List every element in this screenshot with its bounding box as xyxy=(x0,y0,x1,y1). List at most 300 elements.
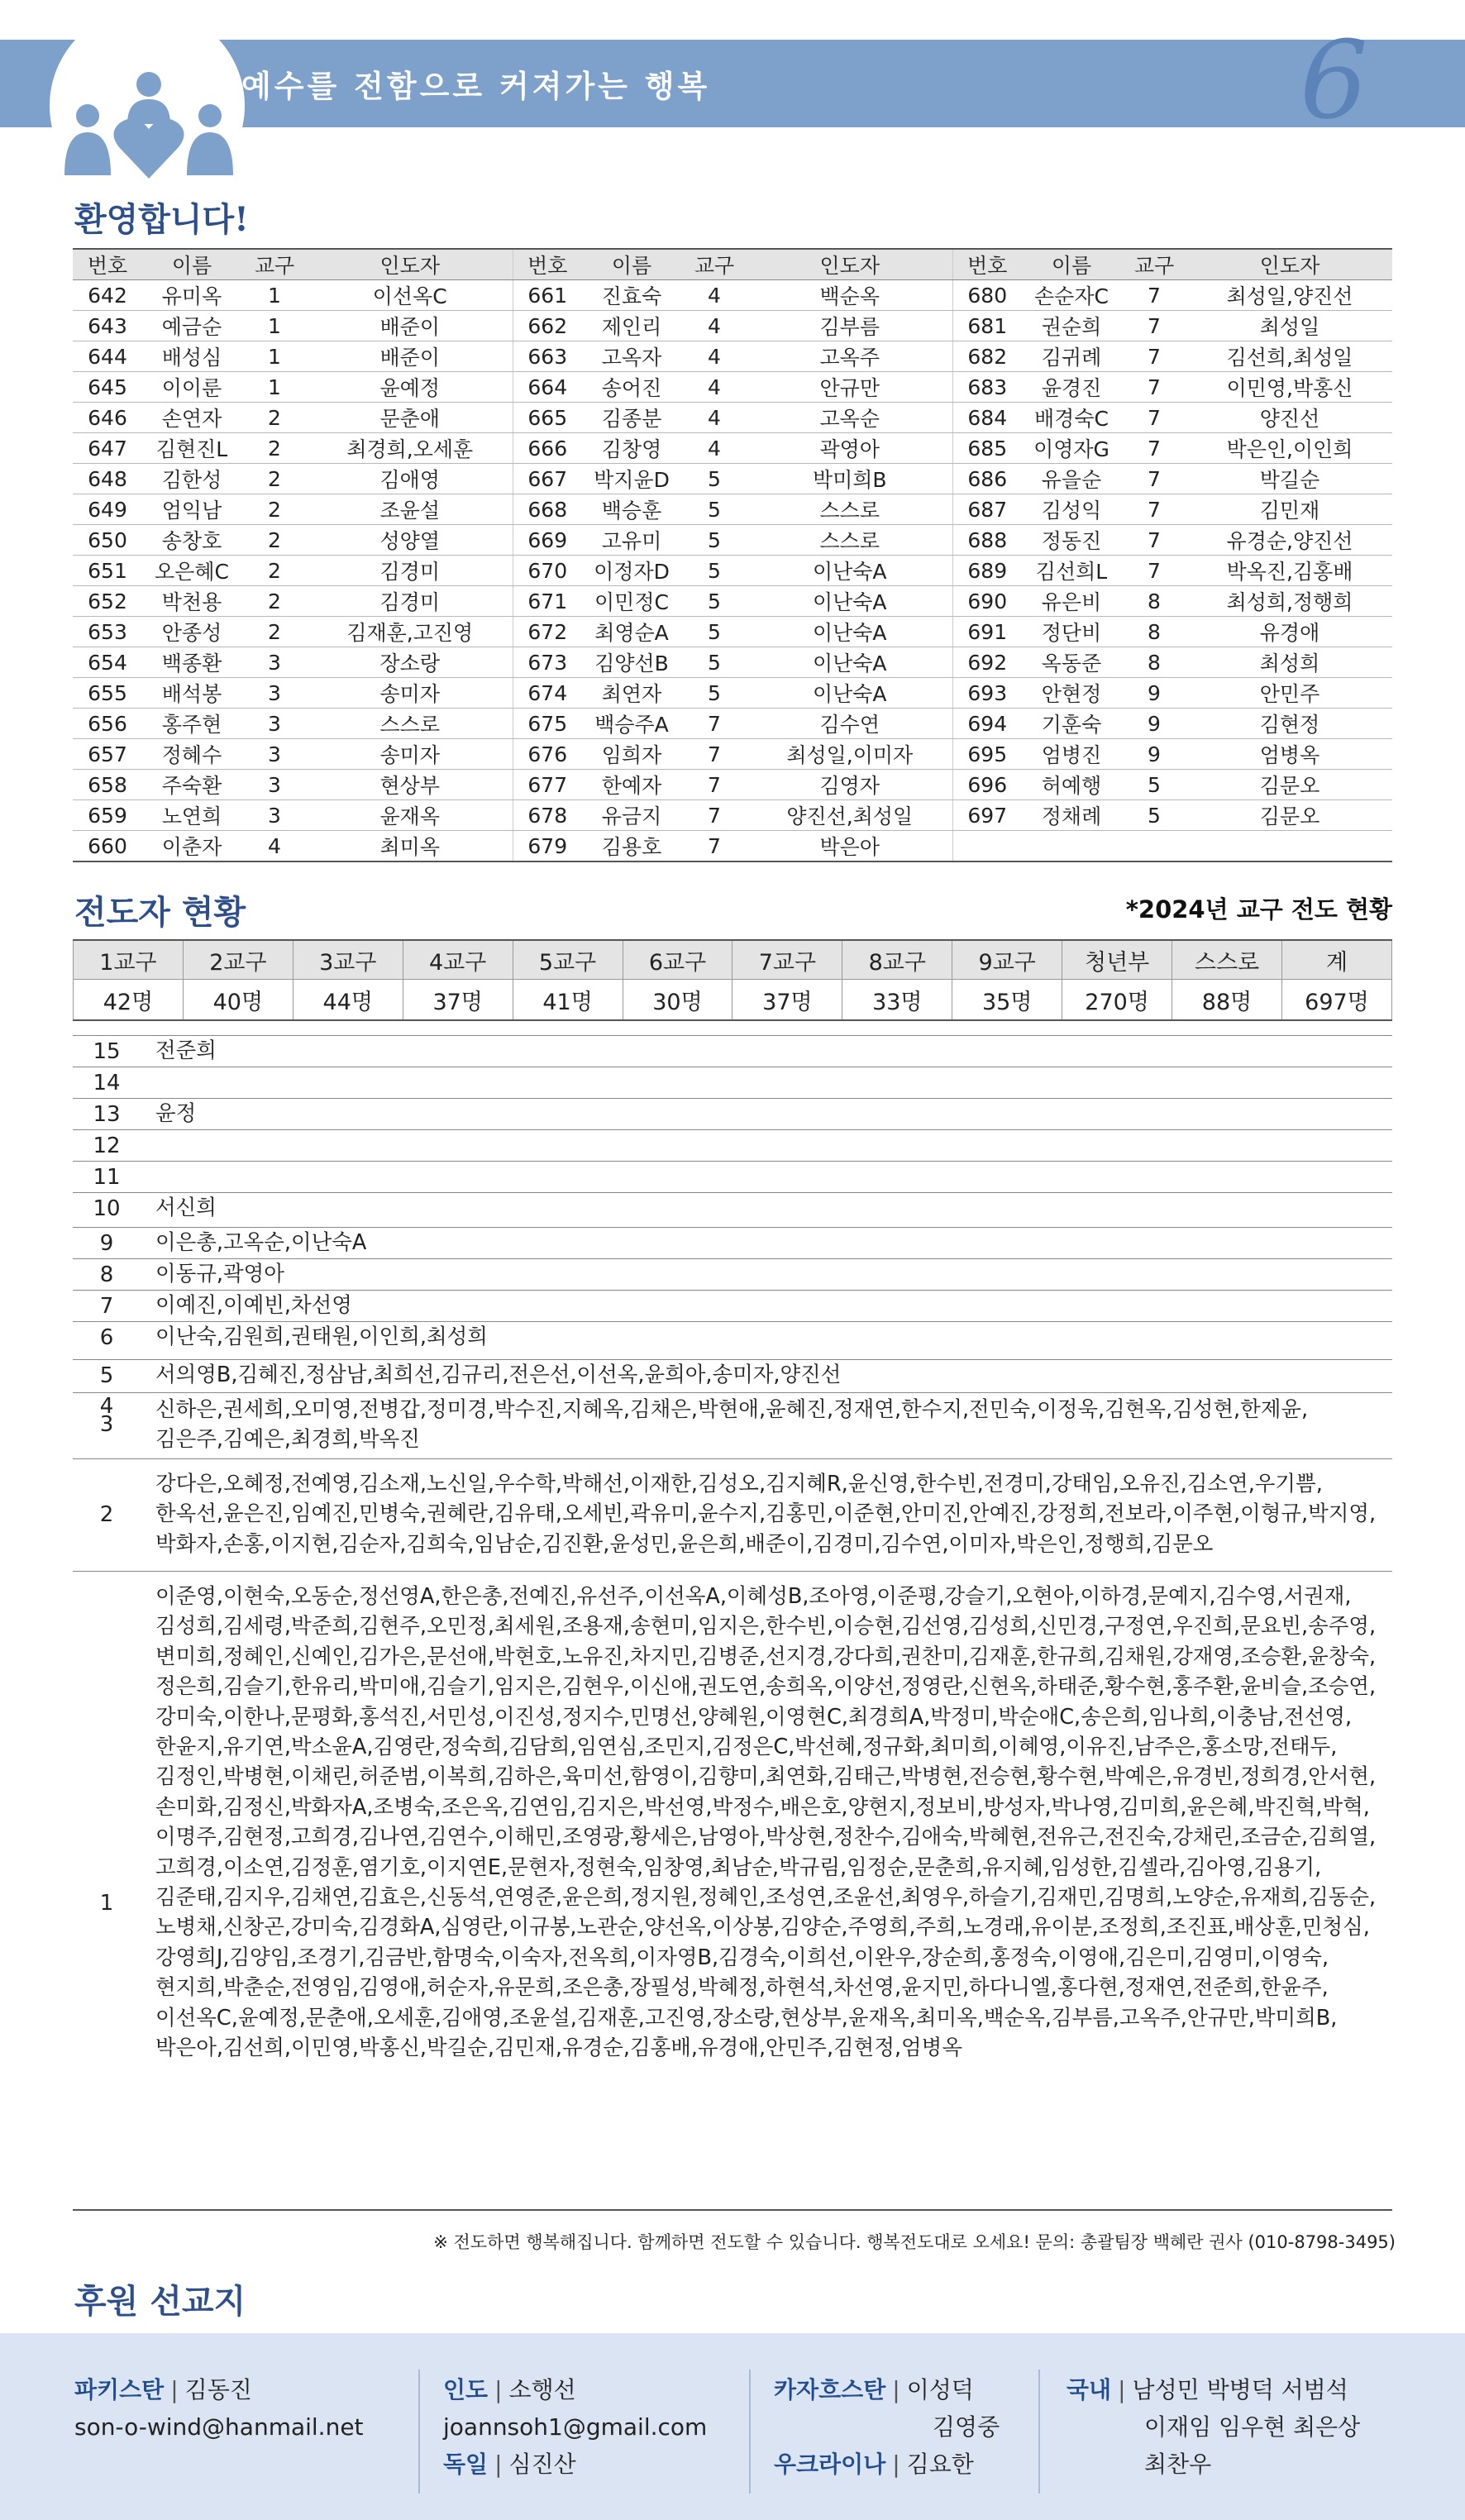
ranking-names: 강다은,오혜정,전예영,김소재,노신일,우수학,박해선,이재한,김성오,김지혜R,윤신영,한수빈,전경미,강태임,오유진,김소연,우기쁨,한옥선,윤은진,임예진,민병숙,권혜란,김유태,오세빈,곽유미,윤수지,김홍민,이준현,안미진,안예진,강정희,전보라,이주현,이형규,박지영,박화자,손홍,이지현,김순자,김희숙,임남순,김진환,윤성민,윤은희,배준이,김경미,김수연,이미자,박은인,정행희,김문오 xyxy=(155,1472,1377,1557)
country-label: 우크라이나 xyxy=(774,2451,886,2478)
welcome-cell: 671 xyxy=(513,586,582,617)
welcome-cell: 666 xyxy=(513,433,582,464)
welcome-cell: 조윤설 xyxy=(308,494,513,525)
welcome-cell: 최미옥 xyxy=(308,831,513,862)
ranking-names: 윤정 xyxy=(155,1101,197,1126)
welcome-cell: 김현진L xyxy=(142,433,241,464)
welcome-cell: 이난숙A xyxy=(747,617,952,647)
welcome-row xyxy=(73,647,1392,678)
welcome-cell: 5 xyxy=(681,647,747,678)
welcome-cell: 642 xyxy=(73,280,142,311)
welcome-cell: 이난숙A xyxy=(747,647,952,678)
ranking-names: 이준영,이현숙,오동순,정선영A,한은총,전예진,유선주,이선옥A,이혜성B,조아영,이준평,강슬기,오현아,이하경,문예지,김수영,서권재,김성희,김세령,박준희,김현주,오민정,최세원,조용재,송현미,임지은,한수빈,이승현,김선영,김성희,신민경,구정연,우진희,문요빈,송주영,변미희,정혜인,신예인,김가은,문선애,박현호,노유진,차지민,김병준,선지경,강다희,권찬미,김재훈,한규희,김채원,강재영,조승환,윤창숙,정은희,김슬기,한유리,박미애,김슬기,임지은,김현우,이신애,권도연,송희옥,이양선,정영란,신현옥,하태준,황수현,홍주환,윤비슬,조승연,강미숙,이한나,문평화,홍석진,서민성,이진성,정지수,민명선,양혜원,이영현C,최경희A,박정미,박순애C,송은희,임나희,이충남,전선영,한윤지,유기연,박소윤A,김영란,정숙희,김담희,임연심,조민지,김정은C,박선혜,정규화,최미희,이혜영,이유진,남주은,홍소망,전태두,김정인,박병현,이채린,허준범,이복희,김하은,육미선,함영이,김향미,최연화,김태근,박병현,전승현,황수현,박예은,유경빈,정희경,안서현,손미화,김정신,박화자A,조병숙,조은옥,김연임,김지은,박선영,박정수,배은호,양현지,정보비,방성자,박나영,김미희,윤은혜,박진혁,박혁,이명주,김현정,고희경,김나연,김연수,이해민,조영광,황세은,남영아,박상현,정찬수,김애숙,박혜현,전유근,전진숙,강채린,조금순,김희열,고희경,이소연,김정훈,염기호,이지연E,문현자,정현숙,임창영,최남순,박규림,임정순,문춘희,유지혜,임성한,김셀라,김아영,김용기,김준태,김지우,김채연,김효은,신동석,연영준,윤은희,정지원,정혜인,조성연,조윤선,최영우,하슬기,김재민,김명희,노양순,유재희,김동순,노병채,신창곤,강미숙,김경화A,심영란,이규봉,노관순,양선옥,이상봉,김양순,주영희,주희,노경래,유이분,조정희,조진표,배상훈,민청심,강영희J,김양임,조경기,김금반,함명숙,이숙자,전옥희,이자영B,김경숙,이희선,이완우,장순희,홍정숙,이영애,김은미,김영미,이영숙,현지희,박춘순,전영임,김영애,허순자,유문희,조은총,장필성,박혜정,하현석,차선영,윤지민,하다니엘,홍다현,정재연,전준희,한윤주,이선옥C,윤예정,문춘애,오세훈,김애영,조윤설,김재훈,고진영,장소랑,현상부,윤재옥,최미옥,백순옥,김부름,고옥주,안규만,박미희B,박은아,김선희,이민영,박홍신,박길순,김민재,유경순,김홍배,유경애,안민주,김현정,엄병옥 xyxy=(155,1584,1377,2061)
summary-title: 전도자 현황 xyxy=(74,893,246,932)
welcome-header-row xyxy=(73,249,1392,280)
summary-header-cell: 1교구 xyxy=(74,940,184,980)
ranking-names: 김은주,김예은,최경희,박옥진 xyxy=(155,1427,420,1452)
welcome-cell: 9 xyxy=(1121,709,1187,739)
summary-value-cell: 35명 xyxy=(952,980,1062,1021)
welcome-cell: 백순옥 xyxy=(747,280,952,311)
welcome-cell: 658 xyxy=(73,770,142,800)
welcome-cell: 4 xyxy=(241,831,308,862)
welcome-cell xyxy=(1121,831,1187,862)
welcome-cell: 박천용 xyxy=(142,586,241,617)
welcome-cell: 2 xyxy=(241,494,308,525)
welcome-cell: 주숙환 xyxy=(142,770,241,800)
welcome-cell: 7 xyxy=(1121,372,1187,403)
welcome-cell: 9 xyxy=(1121,678,1187,709)
divider xyxy=(1038,2370,1040,2494)
welcome-cell: 668 xyxy=(513,494,582,525)
summary-header-cell: 4교구 xyxy=(403,940,513,980)
welcome-cell: 5 xyxy=(681,556,747,586)
welcome-cell: 669 xyxy=(513,525,582,556)
welcome-cell: 박은인,이인희 xyxy=(1187,433,1392,464)
welcome-cell: 643 xyxy=(73,311,142,341)
welcome-header-cell: 이름 xyxy=(582,249,681,280)
welcome-header-cell: 인도자 xyxy=(308,249,513,280)
welcome-cell: 곽영아 xyxy=(747,433,952,464)
welcome-cell: 옥동준 xyxy=(1022,647,1121,678)
welcome-cell: 최성희,정행희 xyxy=(1187,586,1392,617)
ranking-count: 14 xyxy=(93,1071,121,1095)
welcome-cell: 653 xyxy=(73,617,142,647)
welcome-cell: 이난숙A xyxy=(747,556,952,586)
missionary-name: 이성덕 xyxy=(906,2376,974,2403)
welcome-cell xyxy=(1187,831,1392,862)
welcome-cell: 3 xyxy=(241,770,308,800)
summary-value-cell: 41명 xyxy=(513,980,623,1021)
welcome-cell: 김문오 xyxy=(1187,800,1392,831)
welcome-cell: 김경미 xyxy=(308,586,513,617)
welcome-cell: 배준이 xyxy=(308,341,513,372)
welcome-cell: 스스로 xyxy=(747,494,952,525)
welcome-title: 환영합니다! xyxy=(74,200,249,239)
ranking-row xyxy=(73,1258,1392,1291)
welcome-cell: 3 xyxy=(241,800,308,831)
welcome-cell: 김영자 xyxy=(747,770,952,800)
welcome-cell: 박지윤D xyxy=(582,464,681,494)
welcome-cell: 김용호 xyxy=(582,831,681,862)
welcome-cell: 제인리 xyxy=(582,311,681,341)
welcome-table xyxy=(73,248,1392,862)
welcome-cell: 정단비 xyxy=(1022,617,1121,647)
footnote: ※ 전도하면 행복해집니다. 함께하면 전도할 수 있습니다. 행복전도대로 오세요! 문의: 총괄팀장 백혜란 권사 (010-8798-3495) xyxy=(433,2232,1396,2252)
welcome-cell: 엄병진 xyxy=(1022,739,1121,770)
summary-value-cell: 697명 xyxy=(1281,980,1391,1021)
welcome-cell: 박미희B xyxy=(747,464,952,494)
summary-note: *2024년 교구 전도 현황 xyxy=(1125,895,1392,924)
welcome-cell: 유경순,양진선 xyxy=(1187,525,1392,556)
welcome-cell: 2 xyxy=(241,403,308,433)
welcome-cell: 655 xyxy=(73,678,142,709)
welcome-cell: 682 xyxy=(952,341,1022,372)
welcome-cell: 651 xyxy=(73,556,142,586)
welcome-row xyxy=(73,800,1392,831)
page-header xyxy=(0,0,1465,165)
welcome-cell: 김민재 xyxy=(1187,494,1392,525)
welcome-cell: 2 xyxy=(241,433,308,464)
welcome-cell: 김성익 xyxy=(1022,494,1121,525)
welcome-cell: 예금순 xyxy=(142,311,241,341)
missionaries-panel xyxy=(0,2333,1465,2520)
ranking-names: 이난숙,김원희,권태원,이인희,최성희 xyxy=(155,1324,488,1349)
summary-header-cell: 6교구 xyxy=(623,940,732,980)
missionary-name: 이재임 임우현 최은상 xyxy=(1144,2413,1361,2441)
welcome-cell: 송미자 xyxy=(308,678,513,709)
welcome-cell: 이이룬 xyxy=(142,372,241,403)
ranking-row xyxy=(73,1571,1392,2236)
welcome-cell: 4 xyxy=(681,372,747,403)
missionaries-title: 후원 선교지 xyxy=(74,2282,246,2321)
welcome-cell: 윤재옥 xyxy=(308,800,513,831)
welcome-cell: 7 xyxy=(681,831,747,862)
welcome-cell: 2 xyxy=(241,525,308,556)
country-label: 파키스탄 xyxy=(74,2376,165,2403)
welcome-cell: 최성희 xyxy=(1187,647,1392,678)
ranking-row xyxy=(73,1290,1392,1322)
ranking-count: 6 xyxy=(99,1325,114,1350)
welcome-cell: 7 xyxy=(681,709,747,739)
welcome-cell: 5 xyxy=(681,617,747,647)
welcome-cell: 693 xyxy=(952,678,1022,709)
welcome-cell: 8 xyxy=(1121,617,1187,647)
welcome-cell: 최성일,이미자 xyxy=(747,739,952,770)
welcome-header-cell: 이름 xyxy=(142,249,241,280)
welcome-cell: 김선희L xyxy=(1022,556,1121,586)
welcome-cell: 662 xyxy=(513,311,582,341)
country-label: 독일 xyxy=(443,2451,489,2478)
welcome-cell: 7 xyxy=(1121,433,1187,464)
welcome-cell: 672 xyxy=(513,617,582,647)
welcome-cell: 3 xyxy=(241,709,308,739)
welcome-cell: 2 xyxy=(241,464,308,494)
welcome-cell: 1 xyxy=(241,280,308,311)
welcome-cell: 유을순 xyxy=(1022,464,1121,494)
welcome-cell: 김재훈,고진영 xyxy=(308,617,513,647)
welcome-row xyxy=(73,403,1392,433)
welcome-cell: 7 xyxy=(681,770,747,800)
ranking-count: 10 xyxy=(93,1196,121,1221)
ranking-names: 이예진,이예빈,차선영 xyxy=(155,1293,352,1318)
ranking-count: 11 xyxy=(93,1165,121,1190)
welcome-cell: 688 xyxy=(952,525,1022,556)
welcome-cell: 654 xyxy=(73,647,142,678)
welcome-cell: 4 xyxy=(681,433,747,464)
welcome-cell: 백종환 xyxy=(142,647,241,678)
summary-header-cell: 계 xyxy=(1281,940,1391,980)
welcome-cell: 김애영 xyxy=(308,464,513,494)
summary-value-cell: 40명 xyxy=(183,980,293,1021)
welcome-row xyxy=(73,678,1392,709)
welcome-cell: 배준이 xyxy=(308,311,513,341)
missionary-email[interactable]: joannsoh1@gmail.com xyxy=(443,2413,708,2441)
welcome-cell: 유은비 xyxy=(1022,586,1121,617)
missionary-name: 최찬우 xyxy=(1144,2451,1212,2478)
welcome-cell: 임희자 xyxy=(582,739,681,770)
welcome-cell: 양진선 xyxy=(1187,403,1392,433)
ranking-count: 12 xyxy=(93,1134,121,1158)
welcome-header-cell: 번호 xyxy=(952,249,1022,280)
ranking-row xyxy=(73,1035,1392,1067)
welcome-cell: 송어진 xyxy=(582,372,681,403)
summary-header-cell: 2교구 xyxy=(183,940,293,980)
welcome-cell: 670 xyxy=(513,556,582,586)
welcome-cell: 5 xyxy=(1121,770,1187,800)
summary-header-cell: 9교구 xyxy=(952,940,1062,980)
welcome-cell: 4 xyxy=(681,311,747,341)
ranking-count: 4 xyxy=(99,1394,114,1419)
welcome-row xyxy=(73,433,1392,464)
welcome-cell: 674 xyxy=(513,678,582,709)
missionary-name: 남성민 박병덕 서범석 xyxy=(1132,2376,1348,2403)
welcome-cell: 3 xyxy=(241,647,308,678)
ranking-names: 이은총,고옥순,이난숙A xyxy=(155,1230,367,1255)
missionary-email[interactable]: son-o-wind@hanmail.net xyxy=(74,2413,364,2441)
welcome-cell: 한예자 xyxy=(582,770,681,800)
ranking-row xyxy=(73,1098,1392,1130)
welcome-cell: 1 xyxy=(241,372,308,403)
country-label: 국내 xyxy=(1067,2376,1112,2403)
welcome-cell: 고옥자 xyxy=(582,341,681,372)
welcome-cell: 안규만 xyxy=(747,372,952,403)
welcome-cell: 김귀례 xyxy=(1022,341,1121,372)
welcome-cell: 정채례 xyxy=(1022,800,1121,831)
welcome-cell: 이선옥C xyxy=(308,280,513,311)
missionary-pakistan: 파키스탄 | 김동진 son-o-wind@hanmail.net xyxy=(74,2371,364,2446)
welcome-cell: 687 xyxy=(952,494,1022,525)
welcome-cell: 엄익남 xyxy=(142,494,241,525)
welcome-row xyxy=(73,341,1392,372)
welcome-cell: 5 xyxy=(681,494,747,525)
welcome-cell: 송창호 xyxy=(142,525,241,556)
welcome-cell: 683 xyxy=(952,372,1022,403)
welcome-row xyxy=(73,464,1392,494)
ranking-row xyxy=(73,1129,1392,1162)
ranking-count: 2 xyxy=(99,1502,114,1527)
summary-header-row xyxy=(74,940,1392,980)
ranking-count: 5 xyxy=(99,1363,114,1388)
ranking-count: 9 xyxy=(99,1231,114,1256)
ranking-row xyxy=(73,1227,1392,1259)
welcome-cell: 664 xyxy=(513,372,582,403)
welcome-cell: 695 xyxy=(952,739,1022,770)
ranking-row xyxy=(73,1458,1392,1572)
welcome-cell: 9 xyxy=(1121,739,1187,770)
missionary-kazakhstan: 카자흐스탄 | 이성덕 김영중 우크라이나 | 김요한 xyxy=(774,2376,1000,2478)
welcome-cell: 694 xyxy=(952,709,1022,739)
welcome-cell: 허예행 xyxy=(1022,770,1121,800)
summary-header-cell: 3교구 xyxy=(293,940,403,980)
welcome-cell: 유금지 xyxy=(582,800,681,831)
welcome-cell: 진효숙 xyxy=(582,280,681,311)
welcome-cell: 최성일,양진선 xyxy=(1187,280,1392,311)
welcome-cell: 스스로 xyxy=(308,709,513,739)
welcome-cell: 노연희 xyxy=(142,800,241,831)
summary-value-cell: 37명 xyxy=(403,980,513,1021)
missionary-name: 김동진 xyxy=(184,2376,252,2403)
welcome-row xyxy=(73,831,1392,862)
welcome-row xyxy=(73,586,1392,617)
welcome-cell: 손연자 xyxy=(142,403,241,433)
welcome-cell: 691 xyxy=(952,617,1022,647)
welcome-cell xyxy=(952,831,1022,862)
welcome-cell: 김종분 xyxy=(582,403,681,433)
welcome-cell: 680 xyxy=(952,280,1022,311)
welcome-cell: 4 xyxy=(681,403,747,433)
welcome-cell: 8 xyxy=(1121,586,1187,617)
welcome-cell: 689 xyxy=(952,556,1022,586)
summary-value-cell: 88명 xyxy=(1172,980,1282,1021)
summary-header-cell: 청년부 xyxy=(1062,940,1172,980)
welcome-cell: 663 xyxy=(513,341,582,372)
welcome-cell: 송미자 xyxy=(308,739,513,770)
welcome-cell: 644 xyxy=(73,341,142,372)
welcome-cell: 배성심 xyxy=(142,341,241,372)
welcome-cell: 이민정C xyxy=(582,586,681,617)
welcome-cell: 이정자D xyxy=(582,556,681,586)
welcome-cell: 유경애 xyxy=(1187,617,1392,647)
welcome-cell: 656 xyxy=(73,709,142,739)
summary-value-cell: 30명 xyxy=(623,980,732,1021)
welcome-cell: 7 xyxy=(1121,525,1187,556)
welcome-header-cell: 번호 xyxy=(513,249,582,280)
welcome-cell: 최연자 xyxy=(582,678,681,709)
welcome-cell: 677 xyxy=(513,770,582,800)
welcome-header-cell: 교구 xyxy=(1121,249,1187,280)
welcome-cell: 684 xyxy=(952,403,1022,433)
missionary-india: 인도 | 소행선 joannsoh1@gmail.com 독일 | 심진산 xyxy=(443,2376,708,2478)
welcome-cell: 690 xyxy=(952,586,1022,617)
welcome-row xyxy=(73,525,1392,556)
welcome-cell: 5 xyxy=(681,525,747,556)
welcome-cell: 1 xyxy=(241,311,308,341)
missionary-name: 심진산 xyxy=(508,2451,576,2478)
welcome-row xyxy=(73,372,1392,403)
welcome-cell: 3 xyxy=(241,739,308,770)
welcome-cell: 652 xyxy=(73,586,142,617)
summary-header-cell: 7교구 xyxy=(732,940,842,980)
ranking-count: 7 xyxy=(99,1294,114,1319)
welcome-cell: 이영자G xyxy=(1022,433,1121,464)
welcome-cell: 7 xyxy=(1121,556,1187,586)
ranking-row xyxy=(73,1392,1392,1459)
ranking-row xyxy=(73,1067,1392,1099)
missionary-name: 김요한 xyxy=(906,2451,974,2478)
ranking-row xyxy=(73,1359,1392,1393)
welcome-cell: 7 xyxy=(1121,341,1187,372)
summary-value-cell: 37명 xyxy=(732,980,842,1021)
welcome-cell: 장소랑 xyxy=(308,647,513,678)
welcome-cell: 최경희,오세훈 xyxy=(308,433,513,464)
missionary-domestic: 국내 | 남성민 박병덕 서범석 이재임 임우현 최은상 최찬우 xyxy=(1067,2371,1360,2483)
welcome-cell: 659 xyxy=(73,800,142,831)
welcome-cell: 646 xyxy=(73,403,142,433)
welcome-cell: 문춘애 xyxy=(308,403,513,433)
welcome-cell: 스스로 xyxy=(747,525,952,556)
welcome-header-cell: 교구 xyxy=(241,249,308,280)
welcome-cell: 윤예정 xyxy=(308,372,513,403)
welcome-header-cell: 이름 xyxy=(1022,249,1121,280)
welcome-row xyxy=(73,494,1392,525)
welcome-cell: 4 xyxy=(681,341,747,372)
welcome-cell: 686 xyxy=(952,464,1022,494)
ranking-count: 1 xyxy=(99,1891,114,1916)
welcome-header-cell: 인도자 xyxy=(1187,249,1392,280)
welcome-cell: 650 xyxy=(73,525,142,556)
welcome-cell xyxy=(1022,831,1121,862)
welcome-cell: 678 xyxy=(513,800,582,831)
welcome-cell: 김선희,최성일 xyxy=(1187,341,1392,372)
ranking-names: 서의영B,김혜진,정삼남,최희선,김규리,전은선,이선옥,윤희아,송미자,양진선 xyxy=(155,1363,842,1387)
welcome-cell: 고옥순 xyxy=(747,403,952,433)
welcome-cell: 박길순 xyxy=(1187,464,1392,494)
welcome-cell: 엄병옥 xyxy=(1187,739,1392,770)
welcome-cell: 1 xyxy=(241,341,308,372)
welcome-cell: 7 xyxy=(1121,403,1187,433)
welcome-cell: 648 xyxy=(73,464,142,494)
welcome-cell: 685 xyxy=(952,433,1022,464)
welcome-cell: 660 xyxy=(73,831,142,862)
welcome-cell: 4 xyxy=(681,280,747,311)
welcome-cell: 2 xyxy=(241,556,308,586)
welcome-cell: 유미옥 xyxy=(142,280,241,311)
welcome-cell: 645 xyxy=(73,372,142,403)
welcome-cell: 5 xyxy=(681,678,747,709)
ranking-count: 8 xyxy=(99,1262,114,1287)
country-label: 인도 xyxy=(443,2376,489,2403)
welcome-cell: 5 xyxy=(681,464,747,494)
welcome-row xyxy=(73,311,1392,341)
missionary-name: 소행선 xyxy=(508,2376,576,2403)
summary-header-cell: 5교구 xyxy=(513,940,623,980)
summary-value-cell: 33명 xyxy=(842,980,952,1021)
welcome-cell: 이난숙A xyxy=(747,678,952,709)
welcome-cell: 김한성 xyxy=(142,464,241,494)
page-number: 6 xyxy=(1300,17,1368,143)
welcome-cell: 676 xyxy=(513,739,582,770)
welcome-header-cell: 교구 xyxy=(681,249,747,280)
welcome-header-cell: 번호 xyxy=(73,249,142,280)
welcome-cell: 692 xyxy=(952,647,1022,678)
welcome-cell: 현상부 xyxy=(308,770,513,800)
welcome-cell: 649 xyxy=(73,494,142,525)
ranking-names: 서신희 xyxy=(155,1196,217,1220)
welcome-cell: 고옥주 xyxy=(747,341,952,372)
summary-table xyxy=(73,939,1392,1021)
welcome-cell: 김부름 xyxy=(747,311,952,341)
ranking-row xyxy=(73,1161,1392,1193)
ranking-count: 3 xyxy=(99,1412,114,1437)
welcome-cell: 665 xyxy=(513,403,582,433)
welcome-cell: 백승주A xyxy=(582,709,681,739)
summary-header-cell: 8교구 xyxy=(842,940,952,980)
welcome-cell: 이난숙A xyxy=(747,586,952,617)
country-label: 카자흐스탄 xyxy=(774,2376,886,2403)
summary-value-cell: 42명 xyxy=(74,980,184,1021)
welcome-cell: 배경숙C xyxy=(1022,403,1121,433)
welcome-cell: 김창영 xyxy=(582,433,681,464)
summary-value-row xyxy=(74,980,1392,1021)
welcome-cell: 안현정 xyxy=(1022,678,1121,709)
welcome-cell: 박옥진,김홍배 xyxy=(1187,556,1392,586)
welcome-cell: 최성일 xyxy=(1187,311,1392,341)
welcome-row xyxy=(73,739,1392,770)
header-title: 예수를 전함으로 커져가는 행복 xyxy=(241,69,711,104)
welcome-cell: 675 xyxy=(513,709,582,739)
ranking-names: 신하은,권세희,오미영,전병갑,정미경,박수진,지혜옥,김채은,박현애,윤혜진,정재연,한수지,전민숙,이정욱,김현옥,김성현,한제윤, xyxy=(155,1397,1309,1422)
ranking-names: 이동규,곽영아 xyxy=(155,1262,284,1286)
